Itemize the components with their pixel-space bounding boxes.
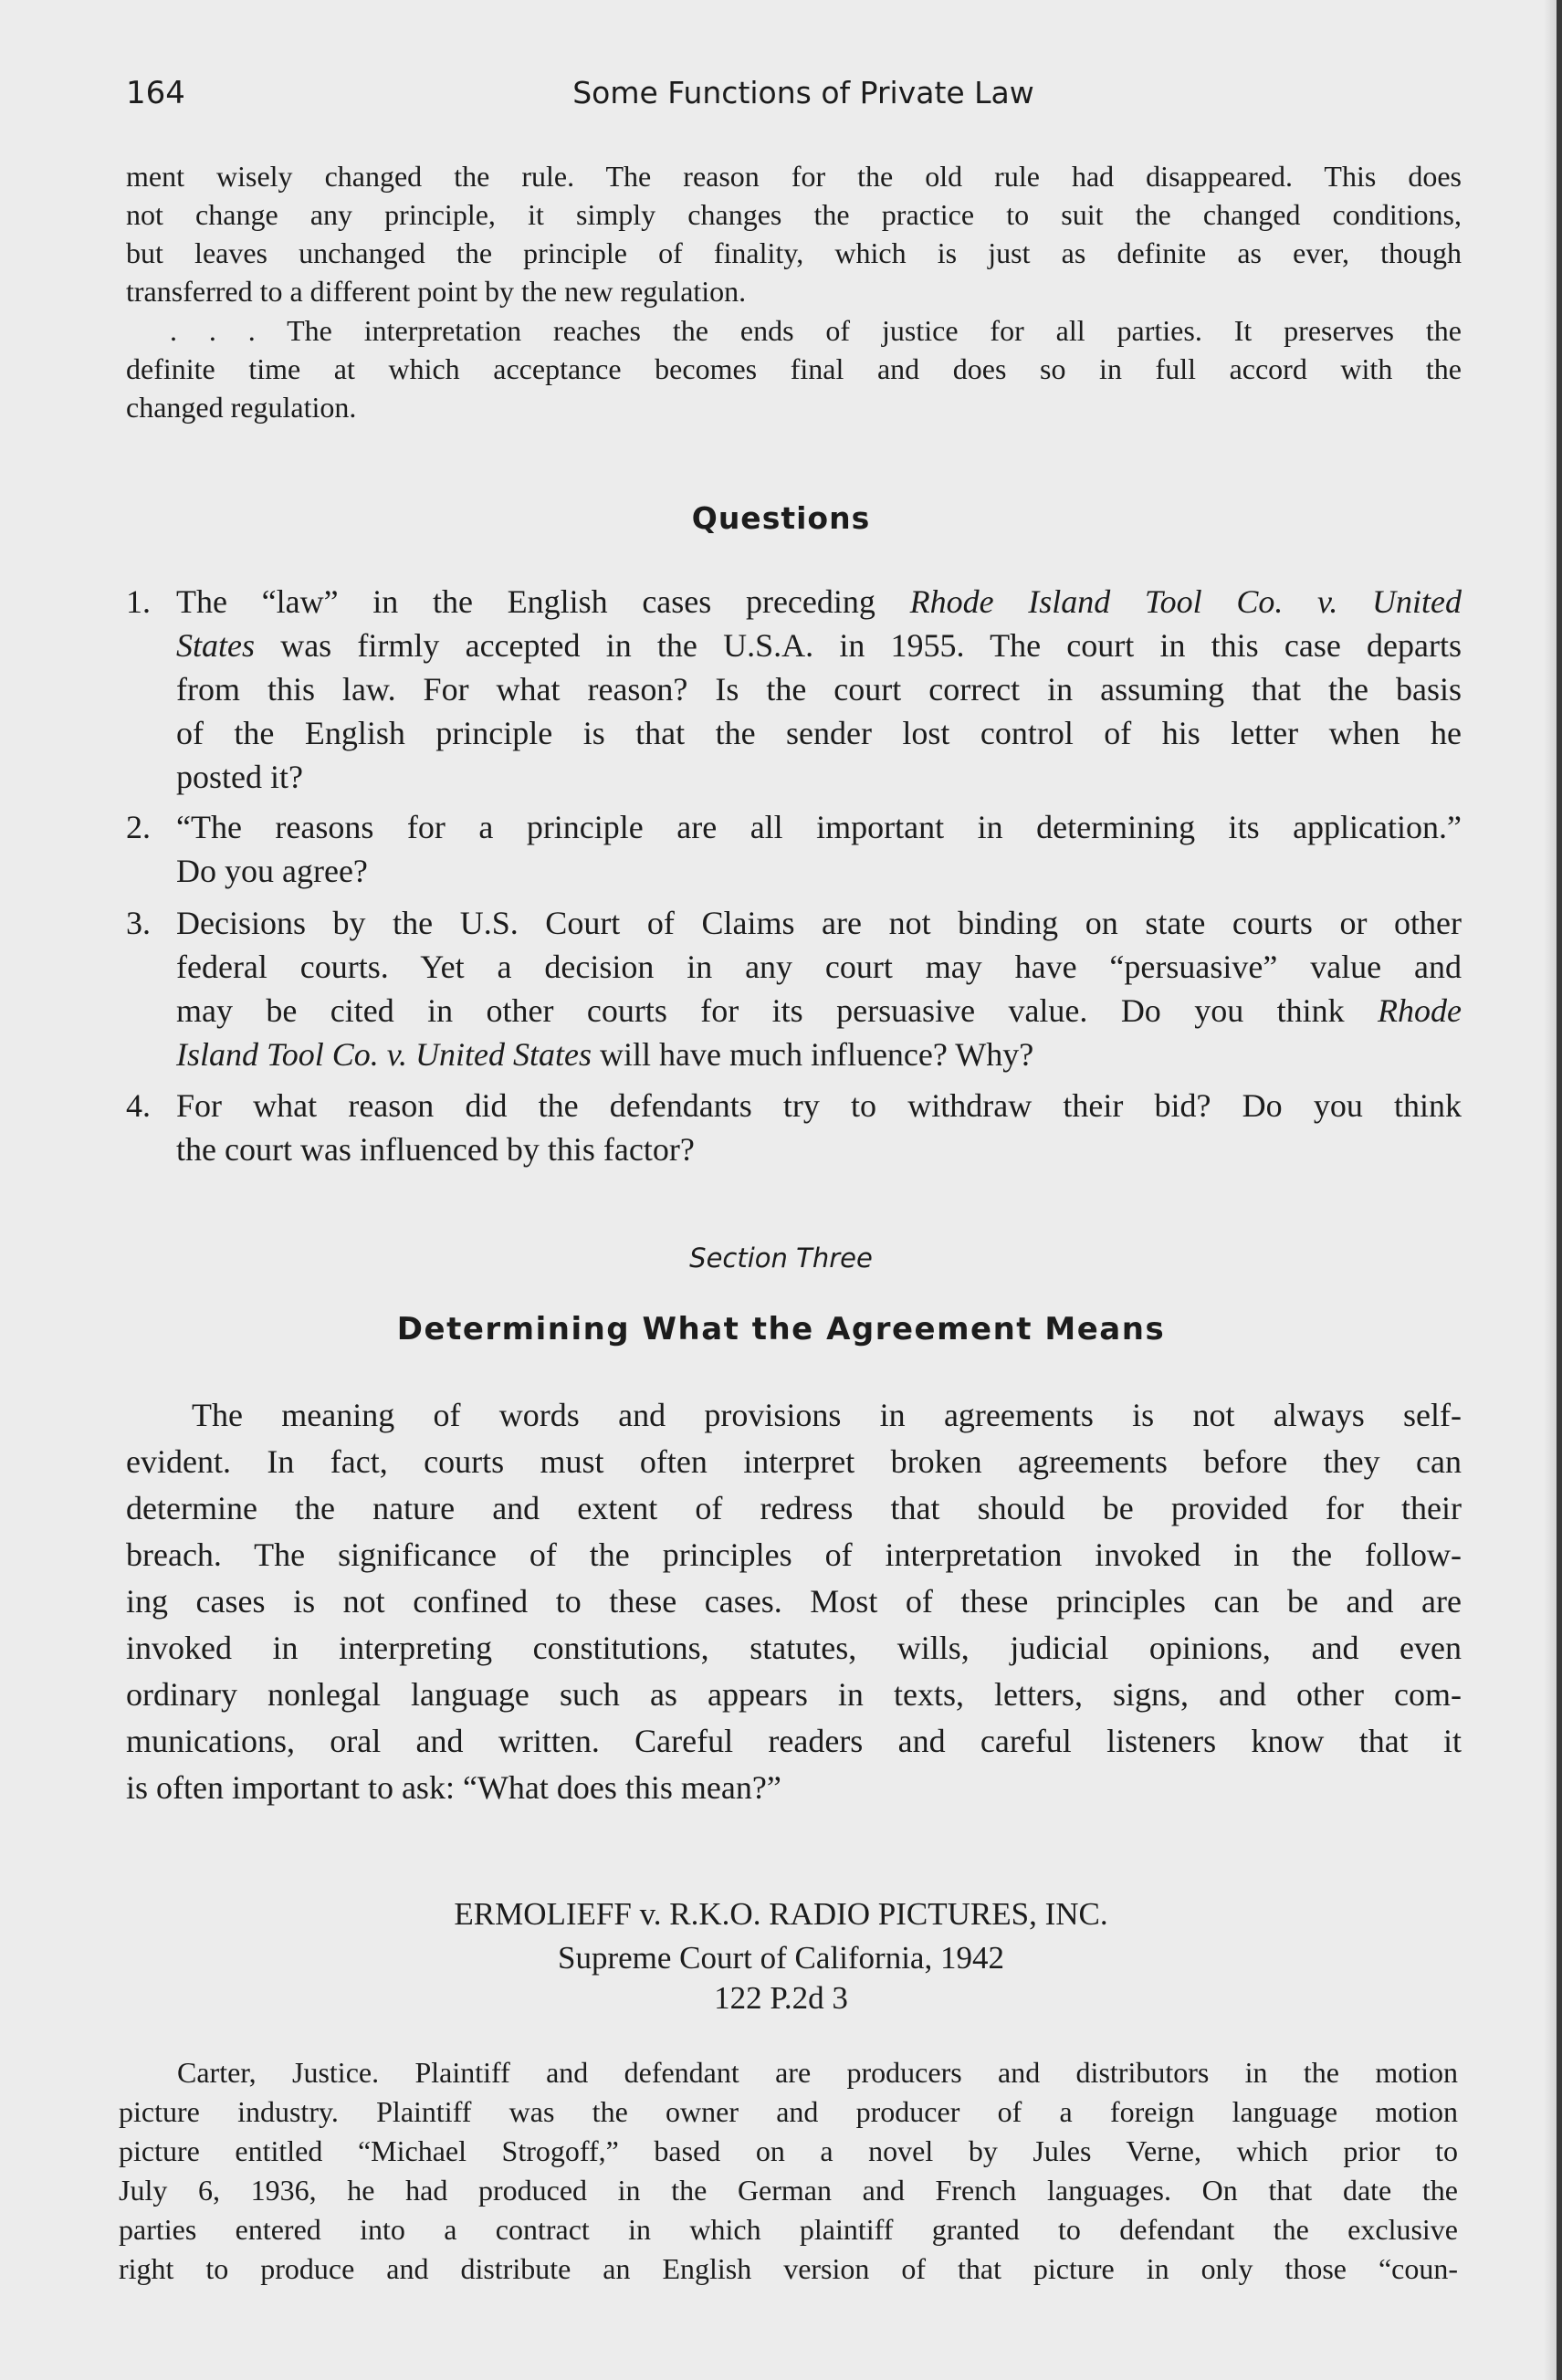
- questions-heading: Questions: [691, 500, 871, 536]
- section-title: Determining What the Agreement Means: [396, 1311, 1166, 1347]
- text-line: evident. In fact, courts must often interpret broken agreements before they can: [126, 1443, 1462, 1480]
- text-line: changed regulation.: [126, 391, 357, 424]
- text-segment: may be cited in other courts for its persuasive value. Do you think: [176, 992, 1379, 1029]
- text-line: parties entered into a contract in which plaintiff granted to defendant the exclusive: [119, 2213, 1458, 2246]
- excerpt-paragraph: [126, 311, 1462, 426]
- section-label: Section Three: [689, 1242, 873, 1274]
- italic-case-name: States: [176, 627, 255, 664]
- text-segment: the court was influenced by this factor?: [176, 1131, 695, 1168]
- text-line: [176, 901, 1462, 945]
- question-text: [176, 580, 1462, 799]
- text-segment: will have much influence? Why?: [592, 1036, 1034, 1073]
- question-text: [176, 805, 1462, 893]
- text-line: [176, 1084, 1462, 1127]
- text-line: July 6, 1936, he had produced in the German and French languages. On that date the: [119, 2174, 1458, 2207]
- text-segment: posted it?: [176, 759, 303, 795]
- text-line: [176, 989, 1462, 1033]
- text-line: munications, oral and written. Careful readers and careful listeners know that it: [126, 1723, 1462, 1759]
- text-line: not change any principle, it simply changes the practice to suit the changed conditions,: [126, 198, 1462, 231]
- page-edge: [1557, 0, 1562, 2380]
- text-line: [176, 755, 1462, 799]
- text-line: picture industry. Plaintiff was the owner and producer of a foreign language motion: [119, 2095, 1458, 2128]
- text-segment: Do you agree?: [176, 853, 368, 889]
- text-line: determine the nature and extent of redress that should be provided for their: [126, 1490, 1462, 1526]
- text-line: [176, 945, 1462, 989]
- text-line: transferred to a different point by the new regulation.: [126, 275, 747, 308]
- text-segment: of the English principle is that the sender lost control of his letter when he: [176, 715, 1462, 751]
- text-line: ordinary nonlegal language such as appears in texts, letters, signs, and other com-: [126, 1676, 1462, 1713]
- text-line: ing cases is not confined to these cases. Most of these principles can be and are: [126, 1583, 1462, 1620]
- question-number: 2.: [126, 809, 151, 845]
- question-item: [126, 1084, 1462, 1171]
- text-line: The meaning of words and provisions in agreements is not always self-: [126, 1397, 1462, 1433]
- text-line: invoked in interpreting constitutions, statutes, wills, judicial opinions, and even: [126, 1630, 1462, 1666]
- text-line: [176, 805, 1462, 849]
- text-line: [176, 1127, 1462, 1171]
- question-number: 4.: [126, 1087, 151, 1124]
- text-line: Carter, Justice. Plaintiff and defendant are producers and distributors in the motion: [119, 2056, 1458, 2089]
- text-line: right to produce and distribute an English version of that picture in only those “coun-: [119, 2252, 1458, 2285]
- text-segment: For what reason did the defendants try to withdraw their bid? Do you think: [176, 1087, 1462, 1124]
- question-number: 3.: [126, 905, 151, 941]
- text-segment: “The reasons for a principle are all important in determining its application.”: [176, 809, 1462, 845]
- section-intro-paragraph: [126, 1392, 1462, 1811]
- text-line: definite time at which acceptance becomes final and does so in full accord with the: [126, 352, 1462, 385]
- text-line: is often important to ask: “What does this mean?”: [126, 1769, 781, 1806]
- text-line: [176, 667, 1462, 711]
- text-segment: The “law” in the English cases preceding: [176, 583, 910, 620]
- question-number: 1.: [126, 583, 151, 620]
- page-gutter-shadow: [1544, 0, 1557, 2380]
- case-header: [0, 1892, 1562, 2017]
- case-citation: 122 P.2d 3: [714, 1980, 848, 2016]
- italic-case-name: Rhode: [1378, 992, 1462, 1029]
- text-line: [176, 1033, 1462, 1076]
- text-line: but leaves unchanged the principle of finality, which is just as definite as ever, though: [126, 236, 1462, 269]
- question-item: [126, 805, 1462, 893]
- quoted-excerpt: [126, 157, 1462, 426]
- running-title: Some Functions of Private Law: [572, 75, 1034, 110]
- text-segment: Decisions by the U.S. Court of Claims are not binding on state courts or other: [176, 905, 1462, 941]
- case-title: ERMOLIEFF v. R.K.O. RADIO PICTURES, INC.: [454, 1896, 1108, 1932]
- case-court: Supreme Court of California, 1942: [558, 1940, 1004, 1976]
- text-line: [176, 711, 1462, 755]
- question-item: [126, 580, 1462, 799]
- text-line: [176, 580, 1462, 624]
- question-item: [126, 901, 1462, 1076]
- text-line: ment wisely changed the rule. The reason for the old rule had disappeared. This does: [126, 160, 1462, 193]
- text-line: picture entitled “Michael Strogoff,” based on a novel by Jules Verne, which prior to: [119, 2134, 1458, 2167]
- text-segment: was firmly accepted in the U.S.A. in 1955. The court in this case departs: [255, 627, 1462, 664]
- text-line: breach. The significance of the principles of interpretation invoked in the follow-: [126, 1536, 1462, 1573]
- text-segment: federal courts. Yet a decision in any court may have “persuasive” value and: [176, 949, 1462, 985]
- question-text: [176, 901, 1462, 1076]
- text-line: [176, 849, 1462, 893]
- text-line: . . . The interpretation reaches the ends of justice for all parties. It preserves the: [126, 314, 1462, 347]
- excerpt-paragraph: [126, 157, 1462, 310]
- italic-case-name: Rhode Island Tool Co. v. United: [909, 583, 1462, 620]
- question-text: [176, 1084, 1462, 1171]
- opinion-paragraph: [119, 2053, 1458, 2289]
- text-line: [176, 624, 1462, 667]
- page-number: 164: [126, 75, 185, 111]
- italic-case-name: Island Tool Co. v. United States: [176, 1036, 592, 1073]
- text-segment: from this law. For what reason? Is the court correct in assuming that the basis: [176, 671, 1462, 708]
